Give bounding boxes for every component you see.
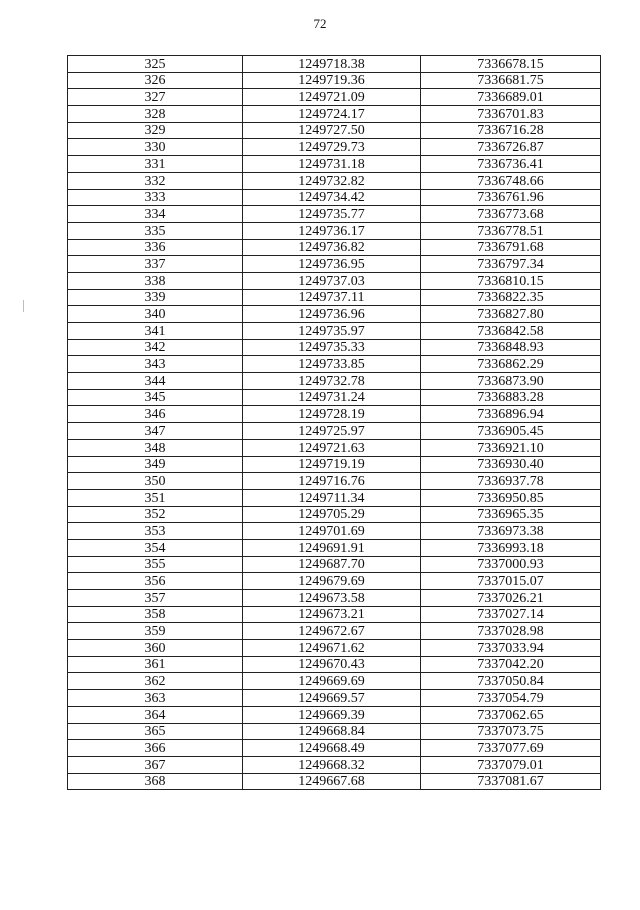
y-coordinate-cell: 7336973.38 — [421, 523, 601, 540]
x-coordinate-cell: 1249735.33 — [243, 339, 421, 356]
x-coordinate-cell: 1249721.63 — [243, 439, 421, 456]
y-coordinate-cell: 7336810.15 — [421, 272, 601, 289]
point-number-cell: 329 — [68, 122, 243, 139]
table-row — [68, 623, 601, 640]
y-coordinate-cell: 7337079.01 — [421, 756, 601, 773]
point-number-cell: 332 — [68, 172, 243, 189]
table-row — [68, 72, 601, 89]
table-row — [68, 489, 601, 506]
table-row — [68, 389, 601, 406]
x-coordinate-cell: 1249670.43 — [243, 656, 421, 673]
x-coordinate-cell: 1249672.67 — [243, 623, 421, 640]
x-coordinate-cell: 1249731.18 — [243, 156, 421, 173]
table-row — [68, 706, 601, 723]
x-coordinate-cell: 1249737.03 — [243, 272, 421, 289]
x-coordinate-cell: 1249732.82 — [243, 172, 421, 189]
table-row — [68, 556, 601, 573]
table-row — [68, 456, 601, 473]
point-number-cell: 343 — [68, 356, 243, 373]
point-number-cell: 348 — [68, 439, 243, 456]
x-coordinate-cell: 1249668.84 — [243, 723, 421, 740]
table-row — [68, 690, 601, 707]
point-number-cell: 353 — [68, 523, 243, 540]
table-row — [68, 323, 601, 340]
point-number-cell: 364 — [68, 706, 243, 723]
point-number-cell: 349 — [68, 456, 243, 473]
table-row — [68, 172, 601, 189]
x-coordinate-cell: 1249733.85 — [243, 356, 421, 373]
point-number-cell: 337 — [68, 256, 243, 273]
table-row — [68, 239, 601, 256]
y-coordinate-cell: 7336873.90 — [421, 373, 601, 390]
table-row — [68, 506, 601, 523]
point-number-cell: 331 — [68, 156, 243, 173]
x-coordinate-cell: 1249687.70 — [243, 556, 421, 573]
point-number-cell: 362 — [68, 673, 243, 690]
y-coordinate-cell: 7336896.94 — [421, 406, 601, 423]
x-coordinate-cell: 1249669.69 — [243, 673, 421, 690]
table-row — [68, 339, 601, 356]
x-coordinate-cell: 1249667.68 — [243, 773, 421, 790]
y-coordinate-cell: 7337027.14 — [421, 606, 601, 623]
x-coordinate-cell: 1249701.69 — [243, 523, 421, 540]
point-number-cell: 359 — [68, 623, 243, 640]
x-coordinate-cell: 1249731.24 — [243, 389, 421, 406]
table-row — [68, 189, 601, 206]
table-row — [68, 640, 601, 657]
table-row — [68, 573, 601, 590]
y-coordinate-cell: 7337062.65 — [421, 706, 601, 723]
point-number-cell: 327 — [68, 89, 243, 106]
x-coordinate-cell: 1249669.39 — [243, 706, 421, 723]
y-coordinate-cell: 7337042.20 — [421, 656, 601, 673]
point-number-cell: 366 — [68, 740, 243, 757]
x-coordinate-cell: 1249729.73 — [243, 139, 421, 156]
y-coordinate-cell: 7336822.35 — [421, 289, 601, 306]
x-coordinate-cell: 1249724.17 — [243, 106, 421, 123]
table-row — [68, 756, 601, 773]
table-row — [68, 156, 601, 173]
point-number-cell: 361 — [68, 656, 243, 673]
x-coordinate-cell: 1249734.42 — [243, 189, 421, 206]
y-coordinate-cell: 7336681.75 — [421, 72, 601, 89]
y-coordinate-cell: 7336778.51 — [421, 222, 601, 239]
table-row — [68, 272, 601, 289]
x-coordinate-cell: 1249736.82 — [243, 239, 421, 256]
table-row — [68, 523, 601, 540]
point-number-cell: 344 — [68, 373, 243, 390]
x-coordinate-cell: 1249691.91 — [243, 539, 421, 556]
x-coordinate-cell: 1249732.78 — [243, 373, 421, 390]
y-coordinate-cell: 7336701.83 — [421, 106, 601, 123]
point-number-cell: 368 — [68, 773, 243, 790]
y-coordinate-cell: 7336921.10 — [421, 439, 601, 456]
table-row — [68, 539, 601, 556]
x-coordinate-cell: 1249736.95 — [243, 256, 421, 273]
x-coordinate-cell: 1249719.36 — [243, 72, 421, 89]
table-row — [68, 656, 601, 673]
point-number-cell: 340 — [68, 306, 243, 323]
x-coordinate-cell: 1249711.34 — [243, 489, 421, 506]
table-row — [68, 606, 601, 623]
table-row — [68, 439, 601, 456]
x-coordinate-cell: 1249727.50 — [243, 122, 421, 139]
point-number-cell: 339 — [68, 289, 243, 306]
point-number-cell: 350 — [68, 473, 243, 490]
x-coordinate-cell: 1249671.62 — [243, 640, 421, 657]
x-coordinate-cell: 1249668.32 — [243, 756, 421, 773]
y-coordinate-cell: 7337073.75 — [421, 723, 601, 740]
y-coordinate-cell: 7336678.15 — [421, 56, 601, 73]
point-number-cell: 328 — [68, 106, 243, 123]
table-row — [68, 723, 601, 740]
point-number-cell: 345 — [68, 389, 243, 406]
table-row — [68, 289, 601, 306]
y-coordinate-cell: 7336791.68 — [421, 239, 601, 256]
point-number-cell: 338 — [68, 272, 243, 289]
page-number: 72 — [313, 16, 327, 31]
x-coordinate-cell: 1249718.38 — [243, 56, 421, 73]
table-row — [68, 406, 601, 423]
scan-mark — [23, 300, 24, 312]
table-row — [68, 590, 601, 607]
table-row — [68, 222, 601, 239]
table-row — [68, 106, 601, 123]
point-number-cell: 333 — [68, 189, 243, 206]
coordinates-table-body — [68, 56, 601, 790]
point-number-cell: 357 — [68, 590, 243, 607]
coordinates-table — [67, 55, 601, 790]
table-row — [68, 256, 601, 273]
x-coordinate-cell: 1249735.77 — [243, 206, 421, 223]
table-row — [68, 423, 601, 440]
point-number-cell: 347 — [68, 423, 243, 440]
table-row — [68, 56, 601, 73]
table-row — [68, 356, 601, 373]
y-coordinate-cell: 7336883.28 — [421, 389, 601, 406]
x-coordinate-cell: 1249705.29 — [243, 506, 421, 523]
y-coordinate-cell: 7337000.93 — [421, 556, 601, 573]
x-coordinate-cell: 1249737.11 — [243, 289, 421, 306]
x-coordinate-cell: 1249679.69 — [243, 573, 421, 590]
point-number-cell: 334 — [68, 206, 243, 223]
x-coordinate-cell: 1249728.19 — [243, 406, 421, 423]
x-coordinate-cell: 1249719.19 — [243, 456, 421, 473]
y-coordinate-cell: 7336930.40 — [421, 456, 601, 473]
y-coordinate-cell: 7337033.94 — [421, 640, 601, 657]
point-number-cell: 367 — [68, 756, 243, 773]
y-coordinate-cell: 7336905.45 — [421, 423, 601, 440]
y-coordinate-cell: 7337077.69 — [421, 740, 601, 757]
y-coordinate-cell: 7336773.68 — [421, 206, 601, 223]
point-number-cell: 342 — [68, 339, 243, 356]
point-number-cell: 341 — [68, 323, 243, 340]
y-coordinate-cell: 7337054.79 — [421, 690, 601, 707]
table-row — [68, 306, 601, 323]
y-coordinate-cell: 7336748.66 — [421, 172, 601, 189]
point-number-cell: 325 — [68, 56, 243, 73]
point-number-cell: 352 — [68, 506, 243, 523]
y-coordinate-cell: 7337081.67 — [421, 773, 601, 790]
point-number-cell: 330 — [68, 139, 243, 156]
table-row — [68, 773, 601, 790]
x-coordinate-cell: 1249673.21 — [243, 606, 421, 623]
x-coordinate-cell: 1249673.58 — [243, 590, 421, 607]
x-coordinate-cell: 1249669.57 — [243, 690, 421, 707]
point-number-cell: 356 — [68, 573, 243, 590]
y-coordinate-cell: 7337028.98 — [421, 623, 601, 640]
y-coordinate-cell: 7337026.21 — [421, 590, 601, 607]
x-coordinate-cell: 1249725.97 — [243, 423, 421, 440]
y-coordinate-cell: 7336993.18 — [421, 539, 601, 556]
y-coordinate-cell: 7336950.85 — [421, 489, 601, 506]
y-coordinate-cell: 7336689.01 — [421, 89, 601, 106]
y-coordinate-cell: 7336761.96 — [421, 189, 601, 206]
x-coordinate-cell: 1249716.76 — [243, 473, 421, 490]
point-number-cell: 354 — [68, 539, 243, 556]
point-number-cell: 365 — [68, 723, 243, 740]
y-coordinate-cell: 7336965.35 — [421, 506, 601, 523]
x-coordinate-cell: 1249668.49 — [243, 740, 421, 757]
table-row — [68, 673, 601, 690]
point-number-cell: 335 — [68, 222, 243, 239]
point-number-cell: 346 — [68, 406, 243, 423]
y-coordinate-cell: 7336842.58 — [421, 323, 601, 340]
y-coordinate-cell: 7336937.78 — [421, 473, 601, 490]
y-coordinate-cell: 7336736.41 — [421, 156, 601, 173]
table-row — [68, 122, 601, 139]
x-coordinate-cell: 1249736.96 — [243, 306, 421, 323]
y-coordinate-cell: 7336797.34 — [421, 256, 601, 273]
y-coordinate-cell: 7336827.80 — [421, 306, 601, 323]
table-row — [68, 373, 601, 390]
y-coordinate-cell: 7337015.07 — [421, 573, 601, 590]
x-coordinate-cell: 1249736.17 — [243, 222, 421, 239]
y-coordinate-cell: 7336848.93 — [421, 339, 601, 356]
table-row — [68, 473, 601, 490]
x-coordinate-cell: 1249735.97 — [243, 323, 421, 340]
table-row — [68, 89, 601, 106]
y-coordinate-cell: 7336716.28 — [421, 122, 601, 139]
table-row — [68, 206, 601, 223]
point-number-cell: 363 — [68, 690, 243, 707]
x-coordinate-cell: 1249721.09 — [243, 89, 421, 106]
y-coordinate-cell: 7336862.29 — [421, 356, 601, 373]
point-number-cell: 358 — [68, 606, 243, 623]
point-number-cell: 326 — [68, 72, 243, 89]
y-coordinate-cell: 7337050.84 — [421, 673, 601, 690]
point-number-cell: 355 — [68, 556, 243, 573]
y-coordinate-cell: 7336726.87 — [421, 139, 601, 156]
table-row — [68, 740, 601, 757]
point-number-cell: 360 — [68, 640, 243, 657]
point-number-cell: 336 — [68, 239, 243, 256]
point-number-cell: 351 — [68, 489, 243, 506]
table-row — [68, 139, 601, 156]
